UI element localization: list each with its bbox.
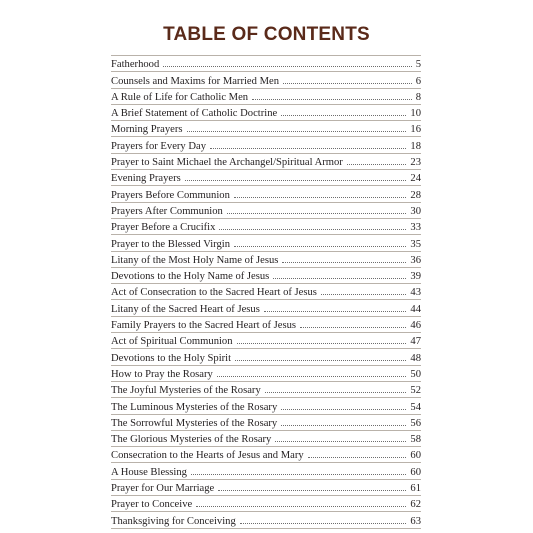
toc-entry (111, 512, 421, 528)
toc-entry (111, 349, 421, 365)
dot-leader (282, 262, 406, 263)
toc-entry-label: Prayer for Our Marriage (111, 483, 215, 495)
dot-leader (264, 311, 407, 312)
toc-entry-page-number: 16 (410, 124, 421, 136)
toc-entry (111, 121, 421, 137)
toc-entry (111, 463, 421, 479)
toc-entry-page-number: 33 (410, 222, 421, 234)
toc-entry-label: The Glorious Mysteries of the Rosary (111, 434, 272, 446)
dot-leader (237, 343, 407, 344)
toc-entry (111, 398, 421, 414)
toc-entry (111, 284, 421, 300)
toc-entry-page-number: 8 (415, 91, 421, 103)
toc-entry-label: Act of Consecration to the Sacred Heart of Jesus (111, 287, 317, 299)
toc-entry-label: Litany of the Most Holy Name of Jesus (111, 254, 279, 266)
dot-leader (196, 506, 406, 507)
toc-entry (111, 89, 421, 105)
toc-entry-page-number: 63 (410, 515, 421, 527)
toc-entry-label: Prayer to Conceive (111, 499, 193, 511)
toc-entry-label: The Joyful Mysteries of the Rosary (111, 385, 261, 397)
toc-entry-label: Prayer to Saint Michael the Archangel/Spiritual Armor (111, 157, 343, 169)
toc-entry-page-number: 10 (410, 108, 421, 120)
toc-entry (111, 252, 421, 268)
toc-entry-page-number: 50 (410, 368, 421, 380)
toc-entry-label: Morning Prayers (111, 124, 183, 136)
toc-entry-label: Prayers for Every Day (111, 140, 207, 152)
toc-entry-page-number: 56 (410, 417, 421, 429)
toc-entry-page-number: 30 (410, 205, 421, 217)
dot-leader (227, 213, 407, 214)
toc-entry (111, 268, 421, 284)
toc-entry-label: The Luminous Mysteries of the Rosary (111, 401, 278, 413)
toc-entry-label: Devotions to the Holy Name of Jesus (111, 271, 270, 283)
dot-leader (283, 83, 412, 84)
toc-entry (111, 333, 421, 349)
toc-entry-page-number: 24 (410, 173, 421, 185)
toc-entry-label: Evening Prayers (111, 173, 181, 185)
toc-entry-page-number: 43 (410, 287, 421, 299)
toc-entry-label: The Sorrowful Mysteries of the Rosary (111, 417, 278, 429)
toc-entry (111, 137, 421, 153)
toc-entry-label: Counsels and Maxims for Married Men (111, 75, 279, 87)
toc-entry-label: Prayer Before a Crucifix (111, 222, 216, 234)
toc-entry-page-number: 35 (410, 238, 421, 250)
toc-entry-label: Thanksgiving for Conceiving (111, 515, 236, 527)
toc-entry (111, 366, 421, 382)
dot-leader (252, 99, 412, 100)
toc-entry-page-number: 36 (410, 254, 421, 266)
dot-leader (191, 474, 406, 475)
toc-entry-page-number: 48 (410, 352, 421, 364)
dot-leader (265, 392, 407, 393)
toc-entry (111, 431, 421, 447)
toc-entry-page-number: 54 (410, 401, 421, 413)
toc-entry-page-number: 52 (410, 385, 421, 397)
toc-list (111, 55, 421, 529)
dot-leader (185, 180, 407, 181)
toc-entry-page-number: 61 (410, 483, 421, 495)
toc-entry-label: Family Prayers to the Sacred Heart of Jesus (111, 320, 297, 332)
toc-entry (111, 317, 421, 333)
toc-entry-page-number: 46 (410, 320, 421, 332)
toc-entry-page-number: 62 (410, 499, 421, 511)
toc-entry-label: Fatherhood (111, 59, 160, 71)
dot-leader (234, 246, 406, 247)
dot-leader (210, 148, 406, 149)
dot-leader (218, 490, 406, 491)
dot-leader (300, 327, 406, 328)
toc-entry-label: A House Blessing (111, 466, 187, 478)
toc-entry-page-number: 6 (415, 75, 421, 87)
toc-entry-label: A Brief Statement of Catholic Doctrine (111, 108, 278, 120)
toc-entry-label: Consecration to the Hearts of Jesus and Mary (111, 450, 304, 462)
toc-entry-label: Prayer to the Blessed Virgin (111, 238, 231, 250)
toc-entry-label: Act of Spiritual Communion (111, 336, 233, 348)
toc-entry-page-number: 60 (410, 466, 421, 478)
toc-entry-label: A Rule of Life for Catholic Men (111, 91, 249, 103)
toc-entry (111, 415, 421, 431)
dot-leader (219, 229, 406, 230)
dot-leader (187, 131, 407, 132)
dot-leader (163, 66, 411, 67)
dot-leader (240, 523, 407, 524)
dot-leader (321, 294, 406, 295)
toc-entry-label: Prayers After Communion (111, 205, 223, 217)
toc-entry-label: Prayers Before Communion (111, 189, 230, 201)
toc-entry (111, 300, 421, 316)
toc-entry-page-number: 5 (415, 59, 421, 71)
page-title: TABLE OF CONTENTS (163, 24, 370, 45)
toc-entry (111, 447, 421, 463)
dot-leader (281, 425, 406, 426)
dot-leader (281, 409, 406, 410)
toc-entry-page-number: 47 (410, 336, 421, 348)
toc-entry (111, 154, 421, 170)
toc-entry (111, 105, 421, 121)
dot-leader (308, 457, 407, 458)
toc-entry-label: Devotions to the Holy Spirit (111, 352, 232, 364)
dot-leader (217, 376, 407, 377)
toc-entry (111, 56, 421, 72)
toc-entry (111, 382, 421, 398)
toc-entry-page-number: 60 (410, 450, 421, 462)
dot-leader (273, 278, 406, 279)
toc-entry-page-number: 39 (410, 271, 421, 283)
toc-entry (111, 480, 421, 496)
dot-leader (281, 115, 406, 116)
dot-leader (347, 164, 407, 165)
toc-entry (111, 203, 421, 219)
toc-entry-page-number: 23 (410, 157, 421, 169)
toc-entry-label: How to Pray the Rosary (111, 368, 213, 380)
toc-entry (111, 496, 421, 512)
toc-entry (111, 186, 421, 202)
toc-entry-page-number: 58 (410, 434, 421, 446)
toc-entry (111, 170, 421, 186)
dot-leader (275, 441, 406, 442)
toc-entry-page-number: 18 (410, 140, 421, 152)
toc-entry (111, 235, 421, 251)
toc-entry-label: Litany of the Sacred Heart of Jesus (111, 303, 260, 315)
toc-entry-page-number: 28 (410, 189, 421, 201)
toc-entry-page-number: 44 (410, 303, 421, 315)
toc-entry (111, 219, 421, 235)
dot-leader (234, 197, 407, 198)
dot-leader (235, 360, 406, 361)
toc-entry (111, 72, 421, 88)
